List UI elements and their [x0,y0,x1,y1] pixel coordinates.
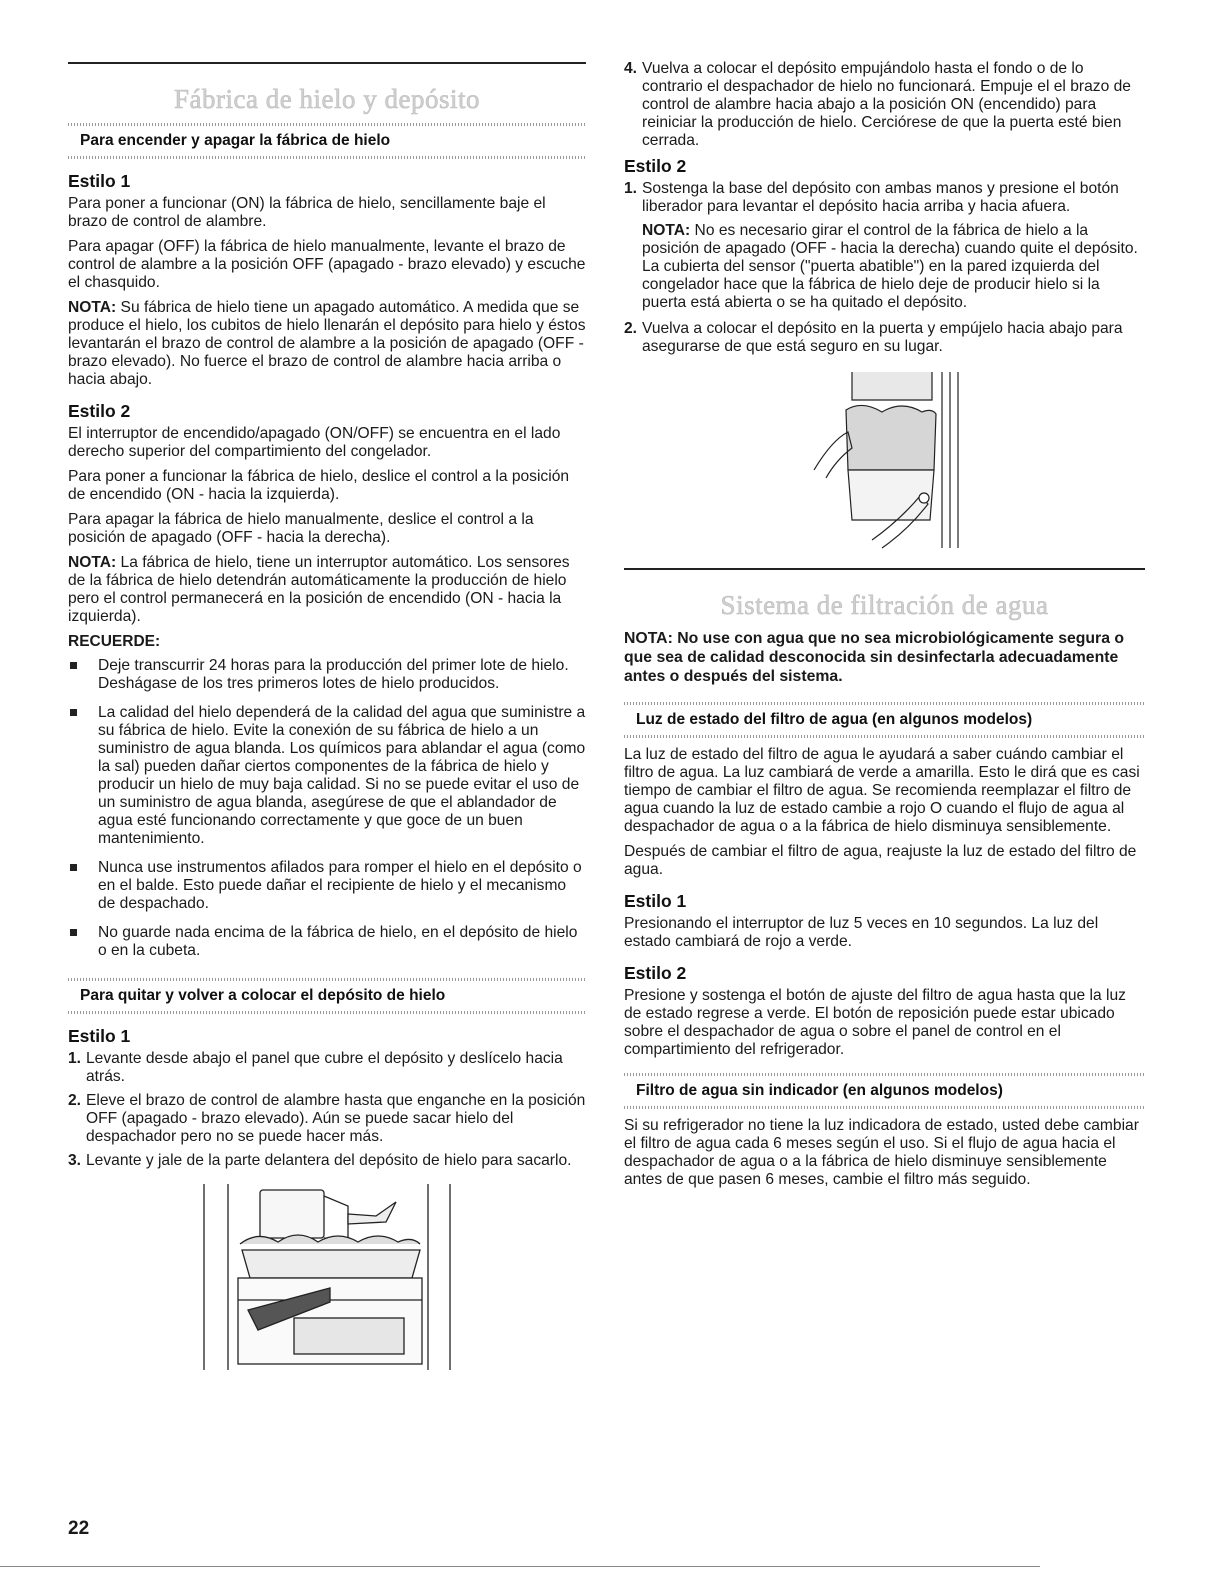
note-paragraph [624,222,1145,312]
page-number: 22 [68,1518,90,1539]
section-title-water-filter: Sistema de filtración de agua [720,590,1049,620]
paragraph: El interruptor de encendido/apagado (ON/OFF) se encuentra en el lado derecho superior del compartimiento del congelador. [68,425,561,460]
estilo-2-heading: Estilo 2 [68,401,131,421]
note-label: NOTA: [68,554,117,571]
section-top-rule [624,568,1145,570]
remember-list [68,657,586,960]
section-title-ice-maker: Fábrica de hielo y depósito [174,84,480,114]
hatch-divider [68,156,586,159]
paragraph: Para poner a funcionar (ON) la fábrica de hielo, sencillamente baje el brazo de control de alambre. [68,195,546,230]
list-item: 2. Eleve el brazo de control de alambre hasta que enganche en la posición OFF (apagado - brazo elevado). Aún se puede sacar hielo del despachador pero no se puede hacer más. [68,1092,586,1145]
paragraph: Después de cambiar el filtro de agua, reajuste la luz de estado del filtro de agua. [624,843,1137,878]
bullet-icon [70,662,77,669]
note-paragraph [68,299,586,389]
list-item: 1. Levante desde abajo el panel que cubre el depósito y deslícelo hacia atrás. [68,1050,563,1085]
steps-list [624,320,1145,356]
list-item: Deje transcurrir 24 horas para la producción del primer lote de hielo. Deshágase de los tres primeros lotes de hielo producidos. [68,657,586,693]
steps-list [624,180,1145,216]
list-item: 2. Vuelva a colocar el depósito en la puerta y empújelo hacia abajo para asegurarse de que está seguro en su lugar. [624,320,1123,355]
bullet-icon [70,709,77,716]
list-item: 3. Levante y jale de la parte delantera del depósito de hielo para sacarlo. [68,1152,572,1169]
section-top-rule [68,62,586,64]
hatch-divider [68,1011,586,1014]
remove-bin-block [68,978,586,1014]
paragraph: Para poner a funcionar la fábrica de hielo, deslice el control a la posición de encendido (ON - hacia la izquierda). [68,468,570,503]
left-column [68,62,586,1376]
footer-rule [0,1566,1040,1567]
hatch-divider [624,1106,1145,1109]
subheading-on-off: Para encender y apagar la fábrica de hielo [80,132,391,149]
paragraph: Si su refrigerador no tiene la luz indicadora de estado, usted debe cambiar el filtro de agua cada 6 meses según el uso. Si el flujo de agua hacia el despachador de agua o a la fábrica de hielo disminuye sensiblemente antes de que pasen 6 meses, cambie el filtro más seguido. [624,1117,1139,1188]
right-column [624,60,1145,1196]
note-text: No es necesario girar el control de la fábrica de hielo a la posición de apagado (OFF - hacia la derecha) cuando quite el depósito. La cubierta del sensor ("puerta abatible") en la pared izquierda del congelador hace que la fábrica de hielo deje de producir hielo si la puerta está abierta o se ha quitado el depósito. [642,222,1138,311]
subheading-no-indicator: Filtro de agua sin indicador (en algunos modelos) [636,1082,1003,1099]
bullet-icon [70,864,77,871]
estilo-1-heading: Estilo 1 [624,891,687,911]
estilo-2-heading: Estilo 2 [624,963,687,983]
paragraph: Para apagar (OFF) la fábrica de hielo manualmente, levante el brazo de control de alambre a la posición OFF (apagado - brazo elevado) y escuche el chasquido. [68,238,586,291]
note-paragraph [68,554,586,626]
hatch-divider [68,123,586,126]
paragraph: La luz de estado del filtro de agua le ayudará a saber cuándo cambiar el filtro de agua. La luz cambiará de verde a amarilla. Esto le dirá que es casi tiempo de cambiar el filtro de agua. Se recomienda reemplazar el filtro de agua cuando la luz de estado cambie a rojo O cuando el flujo de agua al despachador de agua o a la fábrica de hielo disminuya sensiblemente. [624,746,1140,835]
paragraph: Para apagar la fábrica de hielo manualmente, deslice el control a la posición de apagado (OFF - hacia la derecha). [68,511,534,546]
subheading-remove-bin: Para quitar y volver a colocar el depósito de hielo [80,987,446,1004]
list-item: Nunca use instrumentos afilados para romper el hielo en el depósito o en el balde. Esto puede dañar el recipiente de hielo y el mecanismo de despachado. [68,859,586,913]
note-label: NOTA: [68,299,117,316]
hatch-divider [624,702,1145,705]
estilo-1-heading: Estilo 1 [68,171,131,191]
list-item: La calidad del hielo dependerá de la calidad del agua que suministre a su fábrica de hielo. Evite la conexión de su fábrica de hielo a un suministro de agua blanda. Los químicos para ablandar el agua (como la sal) pueden dañar ciertos componentes de la fábrica de hielo y producir un hielo de muy baja calidad. Si no se puede evitar el uso de un suministro de agua blanda, asegúrese de que el ablandador de agua esté funcionando correctamente y que goce de un buen mantenimiento. [68,704,586,848]
note-label: NOTA: [642,222,691,239]
no-indicator-block [624,1073,1145,1109]
paragraph: Presionando el interruptor de luz 5 veces en 10 segundos. La luz del estado cambiará de rojo a verde. [624,915,1099,950]
estilo-2-heading: Estilo 2 [624,156,687,176]
steps-list [624,60,1145,150]
list-item: 1. Sostenga la base del depósito con ambas manos y presione el botón liberador para levantar el depósito hacia arriba y hacia afuera. [624,180,1119,215]
note-text: La fábrica de hielo, tiene un interruptor automático. Los sensores de la fábrica de hielo detendrán automáticamente la producción de hielo pero el control permanecerá en la posición de encendido (ON - hacia la izquierda). [68,554,570,625]
ice-bin-style2-illustration [812,370,972,550]
hatch-divider [624,1073,1145,1076]
remember-heading: RECUERDE: [68,633,161,650]
steps-list [68,1050,586,1170]
bullet-icon [70,929,77,936]
paragraph: Presione y sostenga el botón de ajuste del filtro de agua hasta que la luz de estado regrese a verde. El botón de reposición puede estar ubicado sobre el despachador de agua o sobre el panel de control en el compartimiento del refrigerador. [624,987,1126,1058]
hatch-divider [68,978,586,981]
subheading-status-light: Luz de estado del filtro de agua (en algunos modelos) [636,711,1033,728]
ice-bin-style1-illustration [198,1180,478,1376]
warning-note: NOTA: No use con agua que no sea microbiológicamente segura o que sea de calidad desconocida sin desinfectarla adecuadamente antes o después del sistema. [624,630,1125,685]
list-item: 4. Vuelva a colocar el depósito empujándolo hasta el fondo o de lo contrario el despachador de hielo no funcionará. Empuje el el brazo de control de alambre hacia abajo a la posición ON (encendido) para reiniciar la producción de hielo. Cerciórese de que la puerta esté bien cerrada. [624,60,1131,149]
list-item: No guarde nada encima de la fábrica de hielo, en el depósito de hielo o en la cubeta. [68,924,586,960]
estilo-1-heading: Estilo 1 [68,1026,131,1046]
hatch-divider [624,735,1145,738]
note-text: Su fábrica de hielo tiene un apagado automático. A medida que se produce el hielo, los cubitos de hielo llenarán el depósito para hielo y éstos levantarán el brazo de control de alambre a la posición de apagado (OFF - brazo elevado). No fuerce el brazo de control de alambre hacia arriba o hacia abajo. [68,299,586,388]
